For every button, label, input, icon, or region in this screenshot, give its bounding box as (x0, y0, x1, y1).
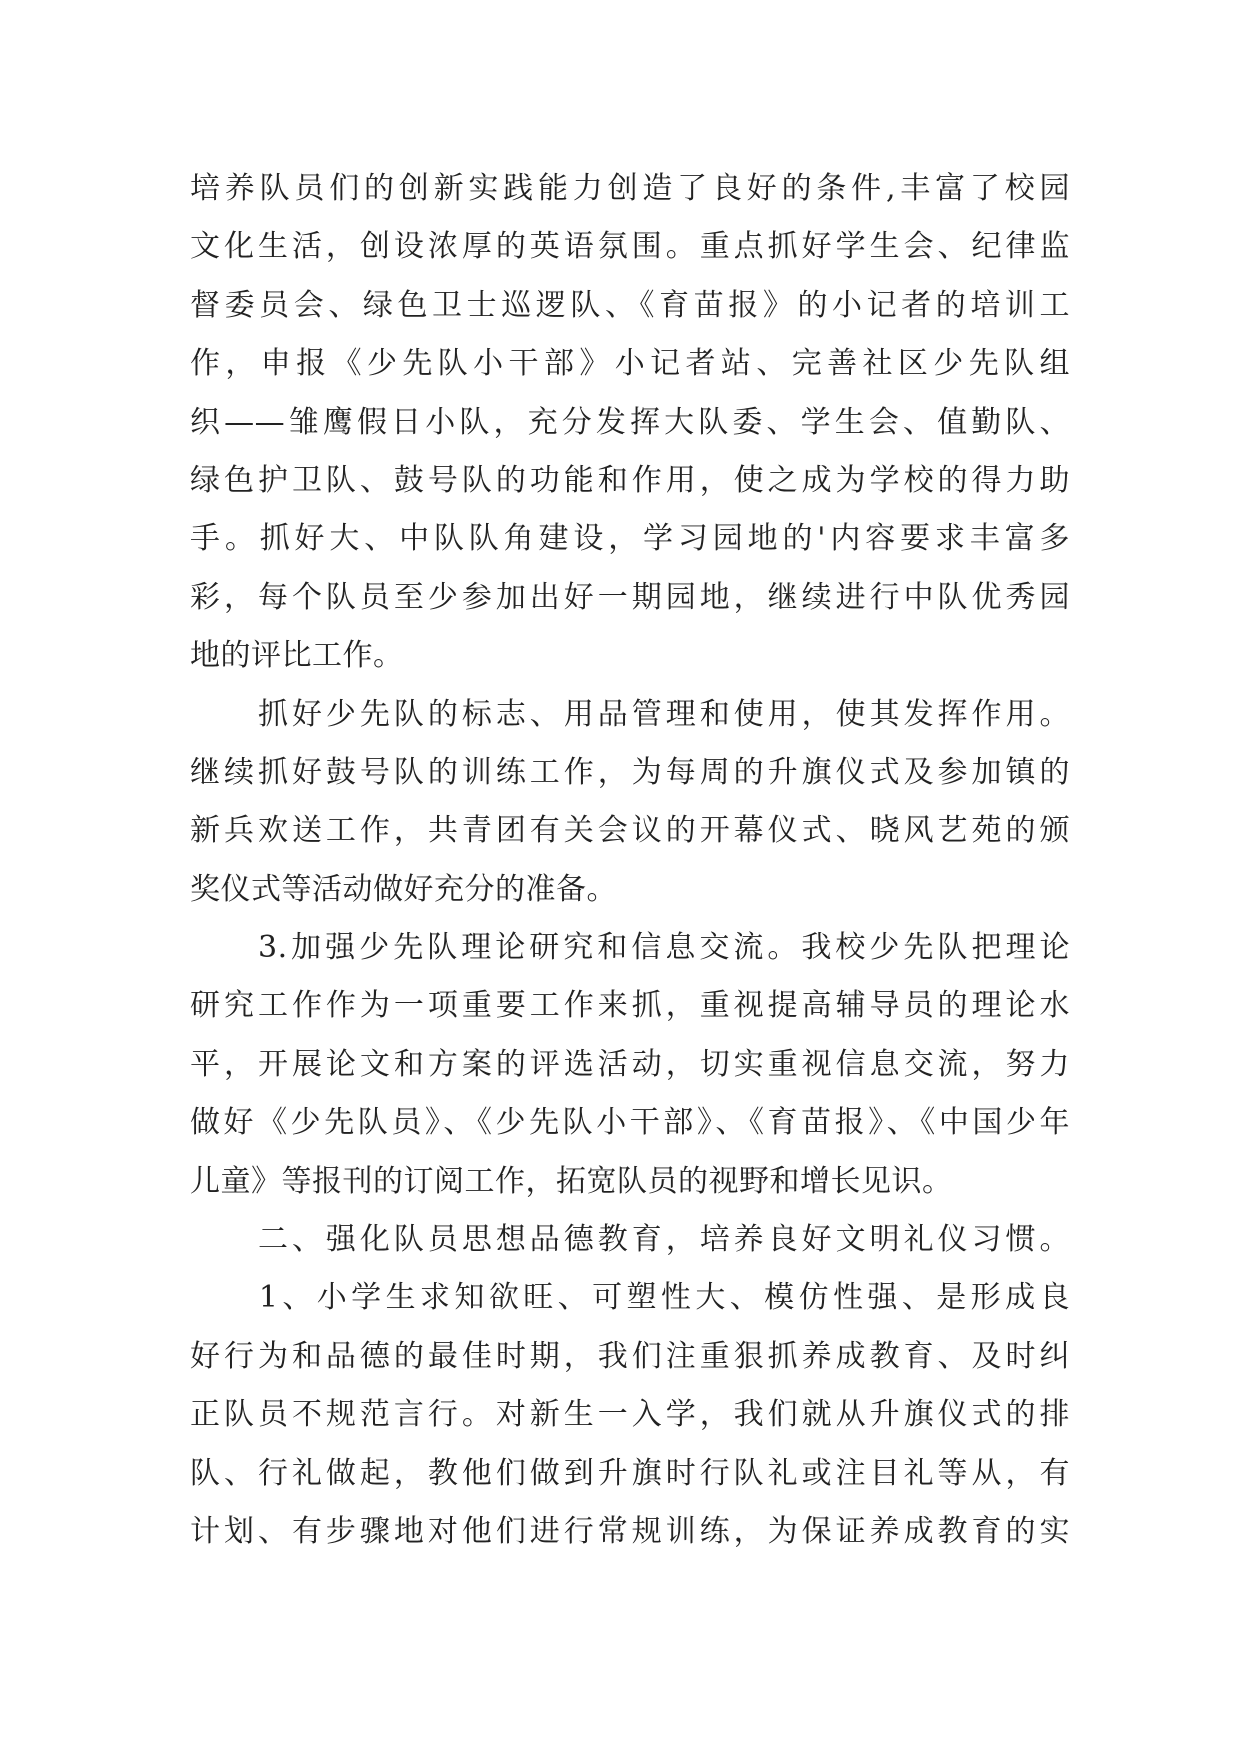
text-line: 正队员不规范言行。对新生一入学，我们就从升旗仪式的排 (190, 1397, 1070, 1433)
text-line: 平，开展论文和方案的评选活动，切实重视信息交流，努力 (190, 1046, 1070, 1082)
text-line: 培养队员们的创新实践能力创造了良好的条件,丰富了校园 (190, 171, 1070, 206)
text-line: 地的评比工作。 (190, 638, 404, 674)
body-text (190, 160, 1070, 1561)
text-line: 奖仪式等活动做好充分的准备。 (190, 871, 617, 907)
text-line: 做好《少先队员》、《少先队小干部》、《育苗报》、《中国少年 (190, 1105, 1070, 1141)
text-line: 研究工作作为一项重要工作来抓，重视提高辅导员的理论水 (190, 988, 1070, 1024)
text-line: 1、小学生求知欲旺、可塑性大、模仿性强、是形成良 (190, 1280, 1070, 1316)
text-line: 二、强化队员思想品德教育，培养良好文明礼仪习惯。 (190, 1222, 1070, 1258)
text-line: 手。抓好大、中队队角建设，学习园地的'内容要求丰富多 (190, 521, 1070, 557)
text-line: 绿色护卫队、鼓号队的功能和作用，使之成为学校的得力助 (190, 462, 1070, 498)
text-line: 继续抓好鼓号队的训练工作，为每周的升旗仪式及参加镇的 (190, 754, 1070, 790)
text-line: 抓好少先队的标志、用品管理和使用，使其发挥作用。 (190, 696, 1070, 732)
text-line: 文化生活，创设浓厚的英语氛围。重点抓好学生会、纪律监 (190, 229, 1070, 265)
text-line: 3.加强少先队理论研究和信息交流。我校少先队把理论 (190, 930, 1070, 966)
text-line: 织——雏鹰假日小队，充分发挥大队委、学生会、值勤队、 (190, 404, 1070, 440)
text-line: 作，申报《少先队小干部》小记者站、完善社区少先队组 (190, 346, 1070, 382)
text-line: 彩，每个队员至少参加出好一期园地，继续进行中队优秀园 (190, 579, 1070, 615)
text-line: 督委员会、绿色卫士巡逻队、《育苗报》的小记者的培训工 (190, 287, 1070, 323)
text-line: 计划、有步骤地对他们进行常规训练，为保证养成教育的实 (190, 1513, 1070, 1549)
text-line: 队、行礼做起，教他们做到升旗时行队礼或注目礼等从，有 (190, 1455, 1070, 1491)
text-line: 好行为和品德的最佳时期，我们注重狠抓养成教育、及时纠 (190, 1338, 1070, 1374)
text-line: 儿童》等报刊的订阅工作，拓宽队员的视野和增长见识。 (190, 1163, 953, 1199)
text-line: 新兵欢送工作，共青团有关会议的开幕仪式、晓风艺苑的颁 (190, 813, 1070, 849)
